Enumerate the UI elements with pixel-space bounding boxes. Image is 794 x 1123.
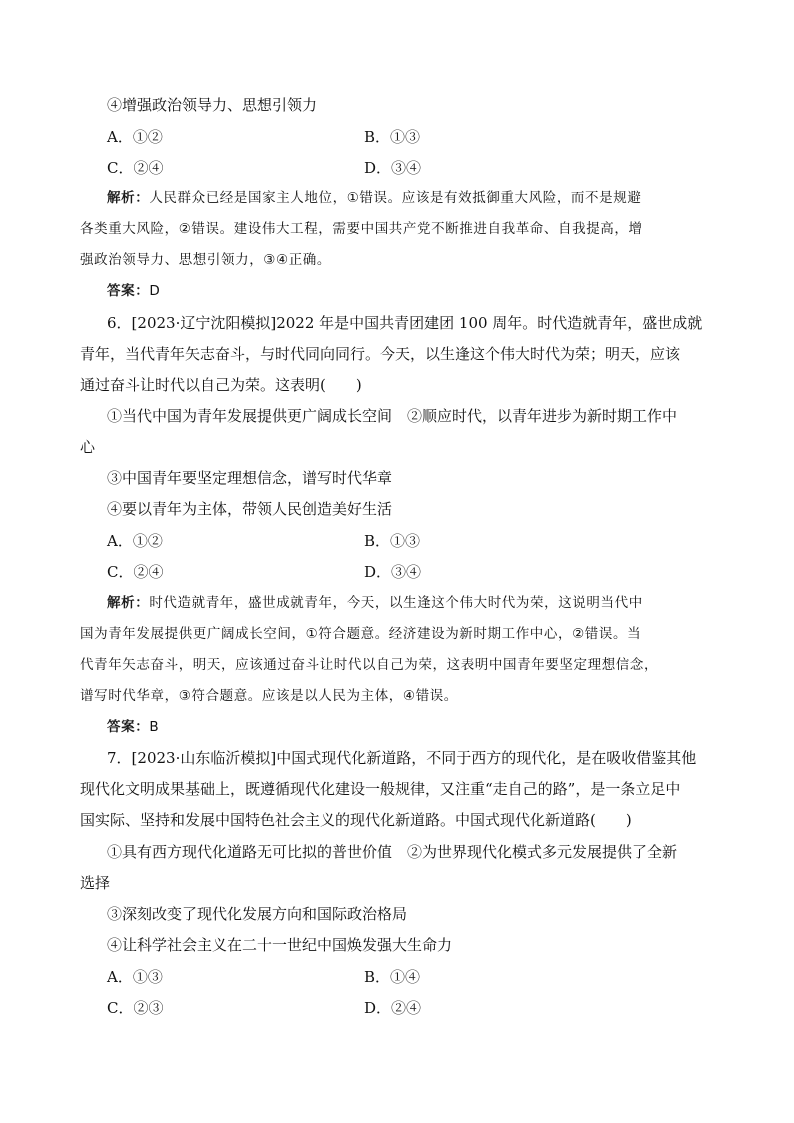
q7-option-c: C．②③ [107, 999, 164, 1017]
q6-answer-label: 答案： [107, 719, 150, 735]
q6-answer-value: B [149, 719, 160, 735]
q7-statement-line-3: ③深刻改变了现代化发展方向和国际政治格局 [107, 905, 408, 923]
q7-option-a: A．①③ [107, 968, 163, 986]
q5-option-c: C．②④ [107, 159, 164, 177]
q5-option-a: A．①② [107, 128, 163, 146]
q5-answer-label: 答案： [107, 283, 150, 299]
q5-answer-value: D [149, 283, 161, 299]
q6-option-b: B．①③ [364, 532, 421, 550]
q5-answer [107, 279, 747, 303]
q6-statement-line-2: 心 [80, 438, 96, 456]
q5-analysis-label: 解析： [107, 190, 150, 206]
q6-analysis-line-2: 国为青年发展提供更广阔成长空间，①符合题意。经济建设为新时期工作中心，②错误。当 [80, 626, 642, 642]
q7-stem-line-3: 国实际、坚持和发展中国特色社会主义的现代化新道路。中国式现代化新道路( ) [80, 811, 632, 829]
q6-option-a: A．①② [107, 532, 163, 550]
q7-statement-line-1: ①具有西方现代化道路无可比拟的普世价值 ②为世界现代化模式多元发展提供了全新 [107, 843, 678, 861]
q5-option-d: D．③④ [364, 159, 422, 177]
q7-option-d: D．②④ [364, 999, 422, 1017]
q6-stem-line-1: 6．[2023·辽宁沈阳模拟]2022 年是中国共青团建团 100 周年。时代造就青年，盛世成就 [107, 314, 703, 332]
q6-answer [107, 715, 747, 739]
q6-analysis-line-3: 代青年矢志奋斗，明天，应该通过奋斗让时代以自己为荣，这表明中国青年要坚定理想信念， [80, 657, 659, 673]
q6-option-d: D．③④ [364, 563, 422, 581]
q7-option-b: B．①④ [364, 968, 421, 986]
q5-analysis-line-1 [107, 186, 747, 210]
q5-analysis-line-3: 强政治领导力、思想引领力，③④正确。 [80, 252, 332, 268]
q5-analysis-line-2: 各类重大风险，②错误。建设伟大工程，需要中国共产党不断推进自我革命、自我提高，增 [80, 221, 643, 237]
q6-analysis-line-1 [107, 591, 747, 615]
q6-stem-line-2: 青年，当代青年矢志奋斗，与时代同向同行。今天，以生逢这个伟大时代为荣；明天，应该 [80, 345, 681, 363]
q5-statement-4: ④增强政治领导力、思想引领力 [107, 96, 318, 114]
q6-stem-line-3: 通过奋斗让时代以自己为荣。这表明( ) [80, 376, 362, 394]
q6-statement-line-3: ③中国青年要坚定理想信念，谱写时代华章 [107, 469, 393, 487]
q5-analysis-text-1: 人民群众已经是国家主人地位，①错误。应该是有效抵御重大风险，而不是规避 [149, 190, 642, 206]
q7-statement-line-2: 选择 [80, 874, 111, 892]
q7-stem-line-1: 7．[2023·山东临沂模拟]中国式现代化新道路，不同于西方的现代化，是在吸收借鉴其他 [107, 749, 697, 767]
q6-analysis-line-4: 谱写时代华章，③符合题意。应该是以人民为主体，④错误。 [80, 688, 458, 704]
q6-analysis-text-1: 时代造就青年，盛世成就青年，今天，以生逢这个伟大时代为荣，这说明当代中 [149, 595, 643, 611]
q7-stem-line-2: 现代化文明成果基础上，既遵循现代化建设一般规律，又注重“走自己的路”，是一条立足中 [80, 780, 681, 798]
q6-statement-line-4: ④要以青年为主体，带领人民创造美好生活 [107, 500, 393, 518]
q5-option-b: B．①③ [364, 128, 421, 146]
q6-analysis-label: 解析： [107, 595, 150, 611]
q6-statement-line-1: ①当代中国为青年发展提供更广阔成长空间 ②顺应时代，以青年进步为新时期工作中 [107, 407, 678, 425]
q7-statement-line-4: ④让科学社会主义在二十一世纪中国焕发强大生命力 [107, 936, 453, 954]
q6-option-c: C．②④ [107, 563, 164, 581]
